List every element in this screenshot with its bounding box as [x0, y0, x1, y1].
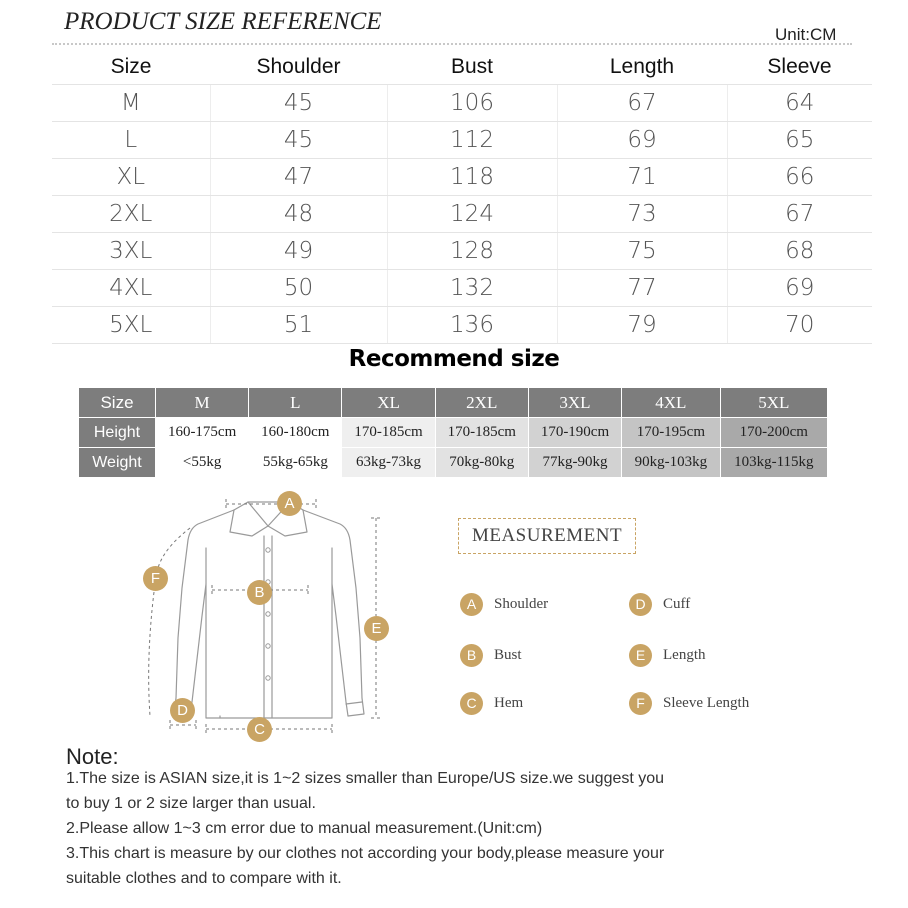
legend-badge-f: F [629, 692, 652, 715]
table-header-row [52, 50, 872, 84]
cell-length: 69 [557, 121, 727, 158]
legend-label: Cuff [663, 595, 691, 612]
recommend-header-row [79, 388, 828, 418]
cell-length: 71 [557, 158, 727, 195]
cell-shoulder: 45 [210, 121, 387, 158]
cell-bust: 128 [387, 232, 557, 269]
cell-sleeve: 66 [727, 158, 872, 195]
cell-shoulder: 45 [210, 84, 387, 121]
table-row [52, 306, 872, 343]
table-row [52, 195, 872, 232]
cell-shoulder: 48 [210, 195, 387, 232]
cell-shoulder: 49 [210, 232, 387, 269]
cell-bust: 124 [387, 195, 557, 232]
rec-header-m: M [156, 388, 249, 418]
rec-height-cell: 170-190cm [528, 418, 621, 448]
legend-badge-c: C [460, 692, 483, 715]
legend-hem [460, 691, 523, 715]
cell-length: 77 [557, 269, 727, 306]
badge-c: C [247, 717, 272, 742]
cell-sleeve: 68 [727, 232, 872, 269]
rec-height-cell: 160-175cm [156, 418, 249, 448]
col-shoulder: Shoulder [256, 54, 341, 78]
note-line: 2.Please allow 1~3 cm error due to manual measurement.(Unit:cm) [66, 820, 543, 837]
legend-label: Shoulder [494, 595, 549, 612]
note-line: suitable clothes and to compare with it. [66, 870, 342, 887]
rec-weight-cell: 77kg-90kg [528, 448, 621, 478]
badge-a: A [277, 491, 302, 516]
badge-e: E [364, 616, 389, 641]
col-length: Length [609, 54, 675, 78]
legend-badge-e: E [629, 644, 652, 667]
note-title: Note: [66, 744, 119, 769]
table-row [52, 121, 872, 158]
rec-header-l: L [249, 388, 342, 418]
page-title: PRODUCT SIZE REFERENCE [64, 8, 382, 35]
table-row [52, 232, 872, 269]
rec-header-xl: XL [342, 388, 435, 418]
cell-sleeve: 67 [727, 195, 872, 232]
cell-length: 67 [557, 84, 727, 121]
measurement-title: MEASUREMENT [458, 518, 636, 554]
col-size: Size [110, 54, 152, 78]
cell-length: 73 [557, 195, 727, 232]
legend-label: Sleeve Length [663, 694, 750, 711]
cell-bust: 132 [387, 269, 557, 306]
table-row [52, 269, 872, 306]
cell-bust: 118 [387, 158, 557, 195]
badge-d: D [170, 698, 195, 723]
cell-sleeve: 64 [727, 84, 872, 121]
cell-shoulder: 50 [210, 269, 387, 306]
cell-length: 79 [557, 306, 727, 343]
recommend-size-title: Recommend size [348, 346, 560, 372]
title-divider [52, 43, 852, 45]
cell-size: 2XL [52, 195, 210, 232]
unit-label: Unit:CM [775, 25, 837, 44]
col-sleeve: Sleeve [767, 54, 832, 78]
cell-size: XL [52, 158, 210, 195]
cell-bust: 136 [387, 306, 557, 343]
table-row [52, 158, 872, 195]
legend-shoulder [460, 592, 548, 616]
rec-height-cell: 170-195cm [622, 418, 721, 448]
legend-cuff [629, 592, 690, 616]
rec-height-cell: 170-185cm [435, 418, 528, 448]
rec-height-cell: 160-180cm [249, 418, 342, 448]
legend-sleeve-length [629, 691, 749, 715]
rec-weight-cell: 90kg-103kg [622, 448, 721, 478]
cell-bust: 106 [387, 84, 557, 121]
cell-shoulder: 47 [210, 158, 387, 195]
rec-row-label-height: Height [79, 418, 156, 448]
cell-size: 5XL [52, 306, 210, 343]
cell-bust: 112 [387, 121, 557, 158]
badge-f: F [143, 566, 168, 591]
shirt-diagram [130, 488, 410, 743]
cell-size: M [52, 84, 210, 121]
cell-sleeve: 70 [727, 306, 872, 343]
rec-header-size: Size [79, 388, 156, 418]
rec-weight-cell: 103kg-115kg [720, 448, 827, 478]
legend-bust [460, 643, 522, 667]
legend-label: Hem [494, 694, 524, 711]
badge-b: B [247, 580, 272, 605]
recommend-weight-row [79, 448, 828, 478]
rec-height-cell: 170-200cm [720, 418, 827, 448]
rec-weight-cell: 55kg-65kg [249, 448, 342, 478]
cell-shoulder: 51 [210, 306, 387, 343]
table-row [52, 84, 872, 121]
recommend-height-row [79, 418, 828, 448]
rec-header-3xl: 3XL [528, 388, 621, 418]
col-bust: Bust [450, 54, 494, 78]
rec-header-4xl: 4XL [622, 388, 721, 418]
rec-row-label-weight: Weight [79, 448, 156, 478]
rec-height-cell: 170-185cm [342, 418, 435, 448]
cell-length: 75 [557, 232, 727, 269]
rec-weight-cell: 70kg-80kg [435, 448, 528, 478]
cell-size: 3XL [52, 232, 210, 269]
cell-size: 4XL [52, 269, 210, 306]
note-line: 3.This chart is measure by our clothes not according your body,please measure your [66, 845, 665, 862]
recommend-size-table [78, 387, 828, 478]
cell-size: L [52, 121, 210, 158]
legend-length [629, 643, 706, 667]
legend-label: Bust [494, 646, 522, 663]
product-size-table [52, 50, 872, 344]
cell-sleeve: 69 [727, 269, 872, 306]
rec-weight-cell: 63kg-73kg [342, 448, 435, 478]
legend-badge-d: D [629, 593, 652, 616]
note-line: to buy 1 or 2 size larger than usual. [66, 795, 316, 812]
note-line: 1.The size is ASIAN size,it is 1~2 sizes smaller than Europe/US size.we suggest you [66, 770, 665, 787]
cell-sleeve: 65 [727, 121, 872, 158]
legend-badge-a: A [460, 593, 483, 616]
rec-header-5xl: 5XL [720, 388, 827, 418]
legend-label: Length [663, 646, 706, 663]
rec-weight-cell: <55kg [156, 448, 249, 478]
rec-header-2xl: 2XL [435, 388, 528, 418]
legend-badge-b: B [460, 644, 483, 667]
